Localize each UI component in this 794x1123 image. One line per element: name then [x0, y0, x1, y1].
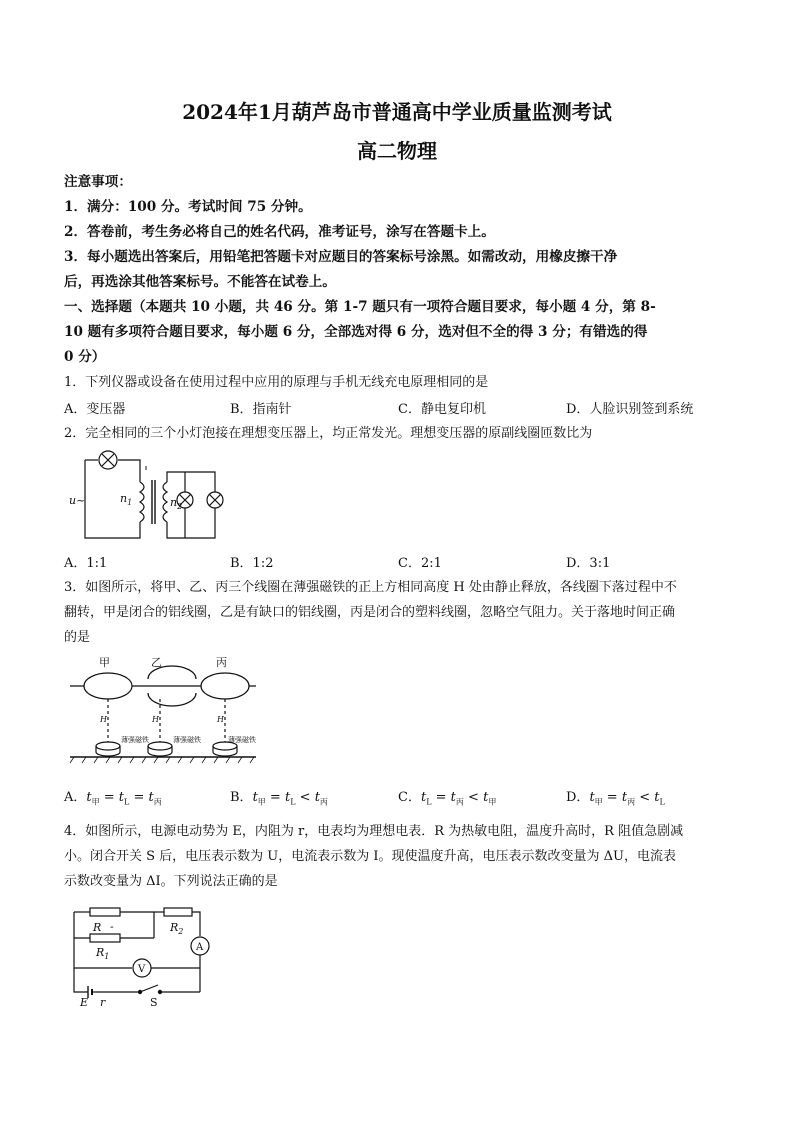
n1-label: n: [120, 492, 128, 505]
q2-option-d[interactable]: D．3:1: [566, 556, 611, 571]
q4-stem: 示数改变量为 ΔI。下列说法正确的是: [64, 874, 278, 889]
q1-option-d[interactable]: D．人脸识别签到系统: [566, 402, 694, 417]
coil-label-bing: 丙: [216, 656, 227, 669]
magnet-label: 薄强磁铁: [228, 736, 256, 744]
relation-operator: =: [602, 790, 622, 805]
time-symbol: t: [621, 790, 628, 805]
time-subscript: 甲: [91, 797, 100, 807]
time-subscript: L: [426, 797, 432, 807]
q3-stem: 翻转，甲是闭合的铝线圈，乙是有缺口的铝线圈，丙是闭合的塑料线圈，忽略空气阻力。关于落地时间正确: [64, 605, 676, 620]
time-symbol: t: [654, 790, 660, 805]
option-letter: B．: [230, 790, 253, 805]
relation-operator: <: [463, 790, 484, 805]
q1-option-c[interactable]: C．静电复印机: [398, 402, 486, 417]
time-symbol: t: [589, 790, 595, 805]
note-item: 后，再选涂其他答案标号。不能答在试卷上。: [64, 274, 336, 290]
height-label: H: [100, 715, 107, 724]
relation-operator: <: [635, 790, 655, 805]
relation-operator: =: [431, 790, 451, 805]
source-label: u~: [69, 494, 86, 507]
q1-option-a[interactable]: A．变压器: [64, 402, 126, 417]
time-symbol: t: [252, 790, 258, 805]
time-symbol: t: [483, 790, 489, 805]
time-symbol: t: [148, 790, 154, 805]
q3-option-d[interactable]: [566, 786, 665, 808]
q3-stem: 的是: [64, 630, 91, 645]
section-heading: 一、选择题（本题共 10 小题，共 46 分。第 1-7 题只有一项符合题目要求，每小题 4 分，第 8-: [64, 299, 656, 315]
time-symbol: t: [450, 790, 456, 805]
ammeter-icon: A: [196, 942, 204, 953]
magnet-label: 薄强磁铁: [173, 736, 201, 744]
q1-option-b[interactable]: B．指南针: [230, 402, 292, 417]
time-subscript: L: [659, 797, 665, 807]
time-subscript: 甲: [594, 797, 603, 807]
note-item: 3．每小题选出答案后，用铅笔把答题卡对应题目的答案标号涂黑。如需改动，用橡皮擦干净: [64, 249, 618, 265]
time-subscript: L: [290, 797, 296, 807]
time-subscript: 甲: [488, 797, 497, 807]
q3-options: [64, 786, 734, 806]
exam-title: 2024年1月葫芦岛市普通高中学业质量监测考试: [182, 100, 612, 124]
coil-label-jia: 甲: [99, 656, 110, 669]
note-item: 2．答卷前，考生务必将自己的姓名代码，准考证号，涂写在答题卡上。: [64, 224, 495, 240]
time-subscript: 丙: [627, 797, 636, 807]
exam-subject: 高二物理: [357, 139, 437, 163]
q2-option-b[interactable]: B．1:2: [230, 556, 274, 571]
q3-option-a[interactable]: [64, 786, 162, 808]
time-symbol: t: [284, 790, 291, 805]
svg-text:-: -: [110, 920, 114, 933]
coil-label-yi: 乙: [151, 656, 162, 669]
time-subscript: 甲: [257, 797, 266, 807]
emf-label: E: [80, 996, 89, 1009]
q4-stem: 4．如图所示，电源电动势为 E，内阻为 r，电表均为理想电表．R 为热敏电阻，温度升高时，R 阻值急剧减: [64, 824, 684, 839]
thermistor-circuit-figure: [66, 902, 226, 1009]
relation-operator: =: [99, 790, 119, 805]
q3-option-b[interactable]: [230, 786, 328, 808]
svg-text:n1: [120, 492, 132, 507]
time-subscript: 丙: [455, 797, 464, 807]
r1-subscript: 1: [104, 952, 110, 961]
voltmeter-icon: V: [138, 964, 146, 975]
n2-subscript: 2: [177, 502, 183, 511]
n1-subscript: 1: [127, 498, 133, 507]
magnet-label: 薄强磁铁: [121, 736, 149, 744]
time-subscript: 丙: [319, 797, 328, 807]
q4-stem: 小。闭合开关 S 后，电压表示数为 U，电流表示数为 I。现使温度升高，电压表示数改变量为 ΔU，电流表: [64, 849, 677, 864]
time-symbol: t: [420, 790, 427, 805]
internal-resistance-label: r: [100, 996, 106, 1009]
q2-option-a[interactable]: A．1:1: [64, 556, 108, 571]
time-symbol: t: [314, 790, 320, 805]
n2-label: n: [170, 496, 178, 509]
q3-stem: 3．如图所示，将甲、乙、丙三个线圈在薄强磁铁的正上方相同高度 H 处由静止释放，各线圈下落过程中不: [64, 580, 677, 595]
section-heading: 0 分）: [64, 349, 106, 365]
falling-coils-figure: [68, 654, 258, 766]
transformer-circuit-figure: [60, 448, 240, 548]
option-letter: C．: [398, 790, 421, 805]
q1-stem: 1．下列仪器或设备在使用过程中应用的原理与手机无线充电原理相同的是: [64, 375, 489, 390]
svg-text:R1: [95, 946, 109, 961]
q2-option-c[interactable]: C．2:1: [398, 556, 442, 571]
option-letter: A．: [64, 790, 87, 805]
relation-operator: =: [265, 790, 285, 805]
time-symbol: t: [118, 790, 125, 805]
relation-operator: =: [129, 790, 149, 805]
q3-option-c[interactable]: [398, 786, 496, 808]
r2-label: R: [170, 921, 179, 934]
notes-heading: 注意事项：: [64, 174, 132, 190]
height-label: H: [217, 715, 224, 724]
q2-options: [64, 552, 734, 572]
svg-text:R2: [169, 921, 183, 936]
time-symbol: t: [86, 790, 92, 805]
r2-subscript: 2: [178, 927, 184, 936]
option-letter: D．: [566, 790, 590, 805]
q1-options: [64, 398, 734, 418]
q2-stem: 2．完全相同的三个小灯泡接在理想变压器上，均正常发光。理想变压器的原副线圈匝数比为: [64, 426, 593, 441]
thermistor-label: R: [93, 921, 102, 934]
relation-operator: <: [295, 790, 315, 805]
switch-label: S: [150, 996, 158, 1009]
r1-label: R: [96, 946, 105, 959]
time-subscript: 丙: [153, 797, 162, 807]
height-label: H: [152, 715, 159, 724]
section-heading: 10 题有多项符合题目要求，每小题 6 分，全部选对得 6 分，选对但不全的得 3 分；有错选的得: [64, 324, 648, 340]
note-item: 1．满分：100 分。考试时间 75 分钟。: [64, 199, 312, 215]
time-subscript: L: [124, 797, 130, 807]
